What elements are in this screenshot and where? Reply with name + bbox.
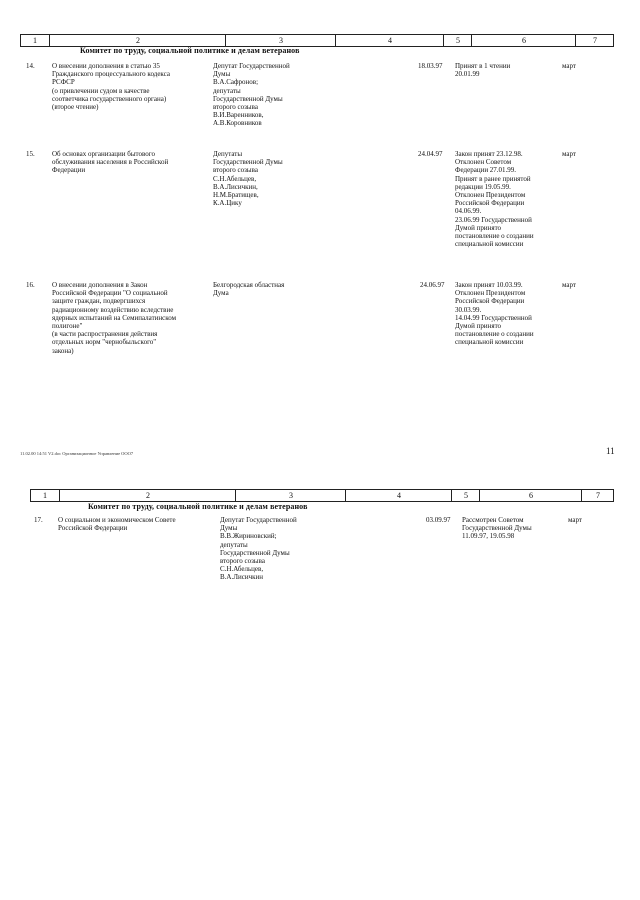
submission-date: 03.09.97 — [426, 516, 451, 524]
col-num-3: 3 — [235, 490, 346, 501]
bill-status: Закон принят 23.12.98. Отклонен Советом Федерации 27.01.99. Принят в ранее принятой редакции 19.05.99. Отклонен Президентом Российской Федерации 04.06.99. 23.06.99 Государственной Думой принято постановление о создании специальной комиссии — [455, 150, 534, 249]
col-num-2: 2 — [49, 35, 226, 46]
document-footer: 11.02.00 14:51 V2.doc Организационное Управление ООО7 — [20, 451, 134, 456]
planned-month: март — [562, 150, 576, 158]
row-number: 17. — [34, 516, 43, 524]
col-num-3: 3 — [225, 35, 336, 46]
row-number: 15. — [26, 150, 35, 158]
bill-authors: Депутаты Государственной Думы второго созыва С.Н.Абельцев, В.А.Лисичкин, Н.М.Братищев, К.А.Цику — [213, 150, 283, 208]
page-number: 11 — [606, 446, 615, 456]
col-num-4: 4 — [345, 490, 452, 501]
col-num-1: 1 — [33, 36, 37, 45]
bill-title: О внесении дополнения в Закон Российской Федерации "О социальной защите граждан, подвергшихся радиационному воздействию вследствие ядерных испытаний на Семипалатинском полигоне" (в части распространения действия отдельных норм "чернобыльского" закона) — [52, 281, 177, 355]
row-number: 16. — [26, 281, 35, 289]
col-num-6: 6 — [479, 490, 582, 501]
bill-status: Закон принят 10.03.99. Отклонен Президентом Российской Федерации 30.03.99. 14.04.99 Государственной Думой принято постановление о создании специальной комиссии — [455, 281, 534, 347]
planned-month: март — [562, 62, 576, 70]
col-num-5: 5 — [443, 35, 472, 46]
bill-authors: Депутат Государственной Думы В.В.Жириновский; депутаты Государственной Думы второго созыва С.Н.Абельцев, В.А.Лисичкин — [220, 516, 297, 582]
bill-authors: Белгородская областная Дума — [213, 281, 285, 298]
bill-title: О внесении дополнения в статью 35 Гражданского процессуального кодекса РСФСР (о привлечении судом в качестве соответчика государственного органа) (второе чтение) — [52, 62, 170, 112]
col-num-4: 4 — [335, 35, 444, 46]
bill-authors: Депутат Государственной Думы В.А.Сафронов; депутаты Государственной Думы второго созыва В.И.Варенников, А.В.Коровников — [213, 62, 290, 128]
col-num-6: 6 — [471, 35, 576, 46]
column-number-header-page2 — [30, 489, 614, 502]
col-num-2: 2 — [59, 490, 236, 501]
submission-date: 18.03.97 — [418, 62, 443, 70]
bill-status: Принят в 1 чтении 20.01.99 — [455, 62, 511, 79]
bill-title: О социальном и экономическом Совете Российской Федерации — [58, 516, 176, 533]
submission-date: 24.06.97 — [420, 281, 445, 289]
planned-month: март — [568, 516, 582, 524]
col-num-7: 7 — [581, 490, 614, 501]
planned-month: март — [562, 281, 576, 289]
section-title: Комитет по труду, социальной политике и делам ветеранов — [80, 46, 300, 55]
bill-title: Об основах организации бытового обслуживания населения в Российской Федерации — [52, 150, 169, 175]
col-num-1: 1 — [43, 491, 47, 500]
section-title-page2: Комитет по труду, социальной политике и делам ветеранов — [88, 502, 308, 511]
col-num-7: 7 — [575, 35, 614, 46]
submission-date: 24.04.97 — [418, 150, 443, 158]
bill-status: Рассмотрен Советом Государственной Думы 11.09.97, 19.05.98 — [462, 516, 532, 541]
col-num-5: 5 — [451, 490, 480, 501]
row-number: 14. — [26, 62, 35, 70]
